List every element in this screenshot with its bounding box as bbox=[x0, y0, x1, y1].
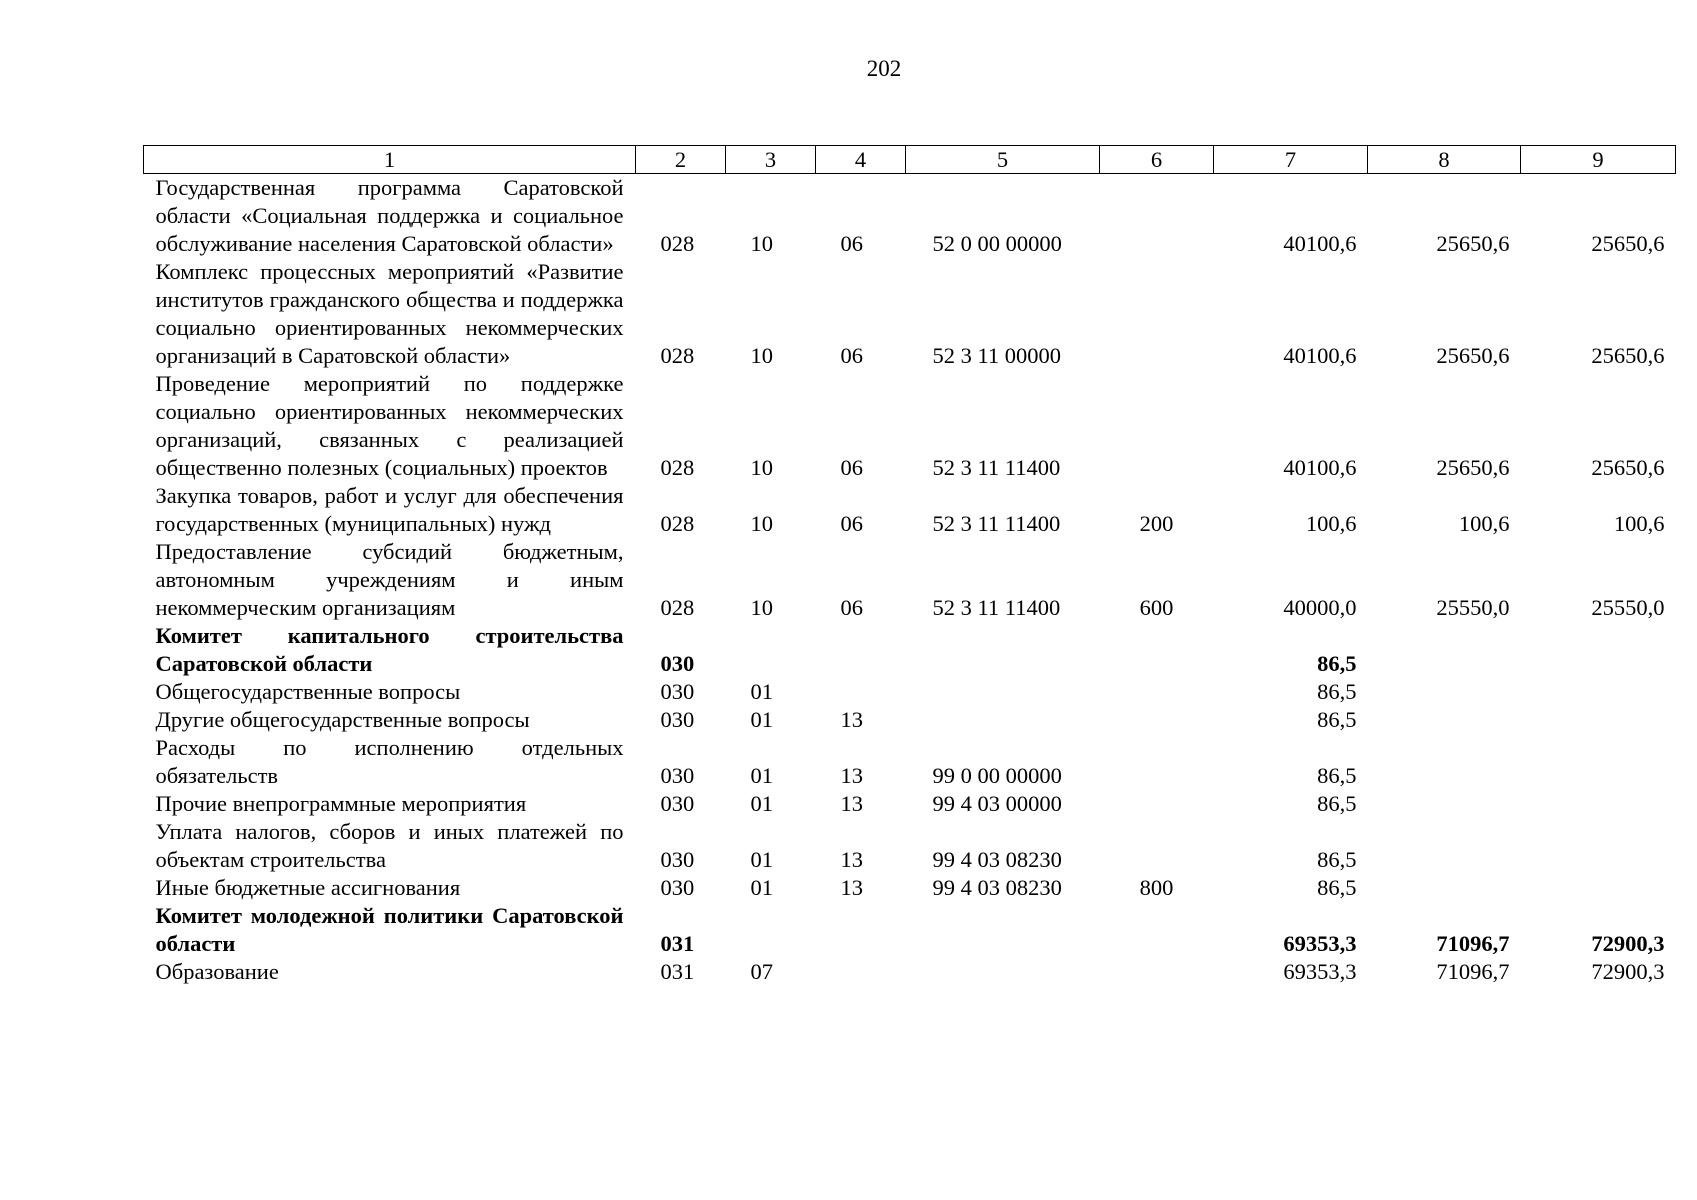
amount-col7-cell: 40000,0 bbox=[1283, 595, 1357, 620]
amount-col9-cell bbox=[1521, 818, 1676, 874]
item-name-cell: Образование bbox=[155, 959, 279, 984]
target-article-cell: 52 0 00 00000 bbox=[932, 231, 1062, 256]
section-code-cell: 10 bbox=[750, 343, 773, 368]
target-article-cell: 99 0 00 00000 bbox=[932, 763, 1062, 788]
amount-col7-cell: 86,5 bbox=[1317, 791, 1357, 816]
amount-col9-cell: 25650,6 bbox=[1591, 455, 1665, 480]
subsection-code-cell: 13 bbox=[840, 847, 863, 872]
amount-col8-cell bbox=[1368, 818, 1521, 874]
section-code-cell bbox=[726, 622, 816, 678]
amount-col8-cell: 100,6 bbox=[1458, 511, 1510, 536]
table-row bbox=[144, 790, 1676, 818]
subsection-code-cell: 13 bbox=[840, 875, 863, 900]
table-row bbox=[144, 902, 1676, 958]
amount-col8-cell: 25650,6 bbox=[1436, 455, 1510, 480]
budget-table bbox=[143, 145, 1676, 986]
amount-col8-cell: 25550,0 bbox=[1436, 595, 1510, 620]
section-code-cell: 10 bbox=[750, 595, 773, 620]
department-code-cell: 030 bbox=[660, 791, 695, 816]
table-row bbox=[144, 706, 1676, 734]
column-header: 1 bbox=[144, 146, 636, 174]
item-name-cell: Другие общегосударственные вопросы bbox=[155, 707, 530, 732]
item-name-cell: Комплекс процессных мероприятий «Развитие институтов гражданского общества и поддержка социально ориентированных некоммерческих организаций в Саратовской области» bbox=[155, 259, 624, 368]
amount-col9-cell: 25550,0 bbox=[1591, 595, 1665, 620]
item-name-cell: Комитет молодежной политики Саратовской области bbox=[155, 903, 624, 956]
department-code-cell: 028 bbox=[660, 595, 695, 620]
amount-col8-cell bbox=[1368, 678, 1521, 706]
target-article-cell bbox=[906, 622, 1100, 678]
amount-col9-cell bbox=[1521, 790, 1676, 818]
amount-col7-cell: 86,5 bbox=[1317, 707, 1357, 732]
department-code-cell: 030 bbox=[660, 847, 695, 872]
table-row bbox=[144, 482, 1676, 538]
amount-col7-cell: 69353,3 bbox=[1283, 931, 1357, 956]
table-row bbox=[144, 734, 1676, 790]
amount-col8-cell: 25650,6 bbox=[1436, 231, 1510, 256]
expense-type-cell: 800 bbox=[1139, 875, 1174, 900]
target-article-cell bbox=[906, 678, 1100, 706]
amount-col9-cell: 72900,3 bbox=[1591, 959, 1665, 984]
table-row bbox=[144, 958, 1676, 986]
expense-type-cell bbox=[1100, 678, 1214, 706]
amount-col9-cell bbox=[1521, 678, 1676, 706]
amount-col8-cell bbox=[1368, 734, 1521, 790]
amount-col8-cell bbox=[1368, 622, 1521, 678]
subsection-code-cell: 06 bbox=[840, 231, 863, 256]
section-code-cell: 10 bbox=[750, 455, 773, 480]
column-header: 8 bbox=[1368, 146, 1521, 174]
expense-type-cell bbox=[1100, 958, 1214, 986]
subsection-code-cell bbox=[816, 958, 906, 986]
target-article-cell bbox=[906, 958, 1100, 986]
department-code-cell: 030 bbox=[660, 875, 695, 900]
section-code-cell: 01 bbox=[750, 679, 773, 704]
expense-type-cell bbox=[1100, 818, 1214, 874]
item-name-cell: Расходы по исполнению отдельных обязательств bbox=[155, 735, 624, 788]
target-article-cell: 52 3 11 11400 bbox=[932, 455, 1061, 480]
amount-col7-cell: 40100,6 bbox=[1283, 455, 1357, 480]
subsection-code-cell bbox=[816, 622, 906, 678]
amount-col9-cell bbox=[1521, 734, 1676, 790]
column-header: 5 bbox=[906, 146, 1100, 174]
target-article-cell: 99 4 03 08230 bbox=[932, 875, 1062, 900]
table-row bbox=[144, 174, 1676, 259]
amount-col9-cell bbox=[1521, 874, 1676, 902]
section-code-cell: 10 bbox=[750, 231, 773, 256]
department-code-cell: 028 bbox=[660, 231, 695, 256]
department-code-cell: 028 bbox=[660, 343, 695, 368]
target-article-cell: 52 3 11 11400 bbox=[932, 511, 1061, 536]
subsection-code-cell bbox=[816, 678, 906, 706]
section-code-cell: 01 bbox=[750, 791, 773, 816]
department-code-cell: 030 bbox=[660, 707, 695, 732]
expense-type-cell bbox=[1100, 622, 1214, 678]
amount-col9-cell: 100,6 bbox=[1613, 511, 1665, 536]
subsection-code-cell bbox=[816, 902, 906, 958]
department-code-cell: 030 bbox=[660, 651, 695, 676]
expense-type-cell bbox=[1100, 706, 1214, 734]
subsection-code-cell: 13 bbox=[840, 791, 863, 816]
table-row bbox=[144, 538, 1676, 622]
expense-type-cell bbox=[1100, 258, 1214, 370]
subsection-code-cell: 06 bbox=[840, 455, 863, 480]
column-header: 3 bbox=[726, 146, 816, 174]
subsection-code-cell: 06 bbox=[840, 511, 863, 536]
item-name-cell: Предоставление субсидий бюджетным, автономным учреждениям и иным некоммерческим организациям bbox=[155, 539, 624, 620]
amount-col8-cell bbox=[1368, 874, 1521, 902]
item-name-cell: Уплата налогов, сборов и иных платежей по объектам строительства bbox=[155, 819, 624, 872]
column-header: 2 bbox=[636, 146, 726, 174]
page-number: 202 bbox=[866, 56, 902, 81]
column-header: 6 bbox=[1100, 146, 1214, 174]
target-article-cell: 52 3 11 00000 bbox=[932, 343, 1062, 368]
amount-col9-cell: 25650,6 bbox=[1591, 231, 1665, 256]
amount-col8-cell bbox=[1368, 706, 1521, 734]
table-row bbox=[144, 370, 1676, 482]
department-code-cell: 031 bbox=[660, 931, 695, 956]
item-name-cell: Проведение мероприятий по поддержке социально ориентированных некоммерческих организаций, связанных с реализацией общественно полезных (социальных) проектов bbox=[155, 371, 624, 480]
target-article-cell: 52 3 11 11400 bbox=[932, 595, 1061, 620]
column-number-header-row bbox=[144, 146, 1676, 174]
department-code-cell: 030 bbox=[660, 763, 695, 788]
expense-type-cell bbox=[1100, 734, 1214, 790]
amount-col9-cell bbox=[1521, 622, 1676, 678]
target-article-cell bbox=[906, 902, 1100, 958]
target-article-cell: 99 4 03 00000 bbox=[932, 791, 1062, 816]
table-row bbox=[144, 258, 1676, 370]
column-header: 9 bbox=[1521, 146, 1676, 174]
amount-col8-cell: 71096,7 bbox=[1436, 931, 1510, 956]
amount-col7-cell: 86,5 bbox=[1317, 679, 1357, 704]
section-code-cell: 01 bbox=[750, 875, 773, 900]
section-code-cell: 10 bbox=[750, 511, 773, 536]
amount-col8-cell: 25650,6 bbox=[1436, 343, 1510, 368]
amount-col8-cell bbox=[1368, 790, 1521, 818]
item-name-cell: Общегосударственные вопросы bbox=[155, 679, 461, 704]
amount-col7-cell: 86,5 bbox=[1317, 651, 1357, 676]
item-name-cell: Комитет капитального строительства Саратовской области bbox=[155, 623, 624, 676]
amount-col7-cell: 40100,6 bbox=[1283, 343, 1357, 368]
section-code-cell bbox=[726, 902, 816, 958]
amount-col7-cell: 86,5 bbox=[1317, 847, 1357, 872]
amount-col8-cell: 71096,7 bbox=[1436, 959, 1510, 984]
item-name-cell: Прочие внепрограммные мероприятия bbox=[155, 791, 527, 816]
table-row bbox=[144, 678, 1676, 706]
expense-type-cell: 600 bbox=[1139, 595, 1174, 620]
column-header: 4 bbox=[816, 146, 906, 174]
amount-col7-cell: 69353,3 bbox=[1283, 959, 1357, 984]
amount-col9-cell: 72900,3 bbox=[1591, 931, 1665, 956]
column-header: 7 bbox=[1214, 146, 1368, 174]
amount-col7-cell: 100,6 bbox=[1305, 511, 1357, 536]
subsection-code-cell: 13 bbox=[840, 707, 863, 732]
section-code-cell: 01 bbox=[750, 707, 773, 732]
expense-type-cell: 200 bbox=[1139, 511, 1174, 536]
expense-type-cell bbox=[1100, 790, 1214, 818]
item-name-cell: Закупка товаров, работ и услуг для обеспечения государственных (муниципальных) нужд bbox=[155, 483, 624, 536]
amount-col7-cell: 86,5 bbox=[1317, 875, 1357, 900]
item-name-cell: Государственная программа Саратовской области «Социальная поддержка и социальное обслуживание населения Саратовской области» bbox=[155, 175, 624, 256]
amount-col7-cell: 86,5 bbox=[1317, 763, 1357, 788]
subsection-code-cell: 13 bbox=[840, 763, 863, 788]
expense-type-cell bbox=[1100, 370, 1214, 482]
section-code-cell: 07 bbox=[750, 959, 773, 984]
department-code-cell: 028 bbox=[660, 511, 695, 536]
subsection-code-cell: 06 bbox=[840, 343, 863, 368]
target-article-cell bbox=[906, 706, 1100, 734]
department-code-cell: 031 bbox=[660, 959, 695, 984]
amount-col9-cell bbox=[1521, 706, 1676, 734]
section-code-cell: 01 bbox=[750, 847, 773, 872]
amount-col9-cell: 25650,6 bbox=[1591, 343, 1665, 368]
expense-type-cell bbox=[1100, 902, 1214, 958]
amount-col7-cell: 40100,6 bbox=[1283, 231, 1357, 256]
section-code-cell: 01 bbox=[750, 763, 773, 788]
expense-type-cell bbox=[1100, 174, 1214, 259]
department-code-cell: 028 bbox=[660, 455, 695, 480]
subsection-code-cell: 06 bbox=[840, 595, 863, 620]
table-row bbox=[144, 874, 1676, 902]
department-code-cell: 030 bbox=[660, 679, 695, 704]
item-name-cell: Иные бюджетные ассигнования bbox=[155, 875, 461, 900]
table-row bbox=[144, 818, 1676, 874]
target-article-cell: 99 4 03 08230 bbox=[932, 847, 1062, 872]
table-row bbox=[144, 622, 1676, 678]
